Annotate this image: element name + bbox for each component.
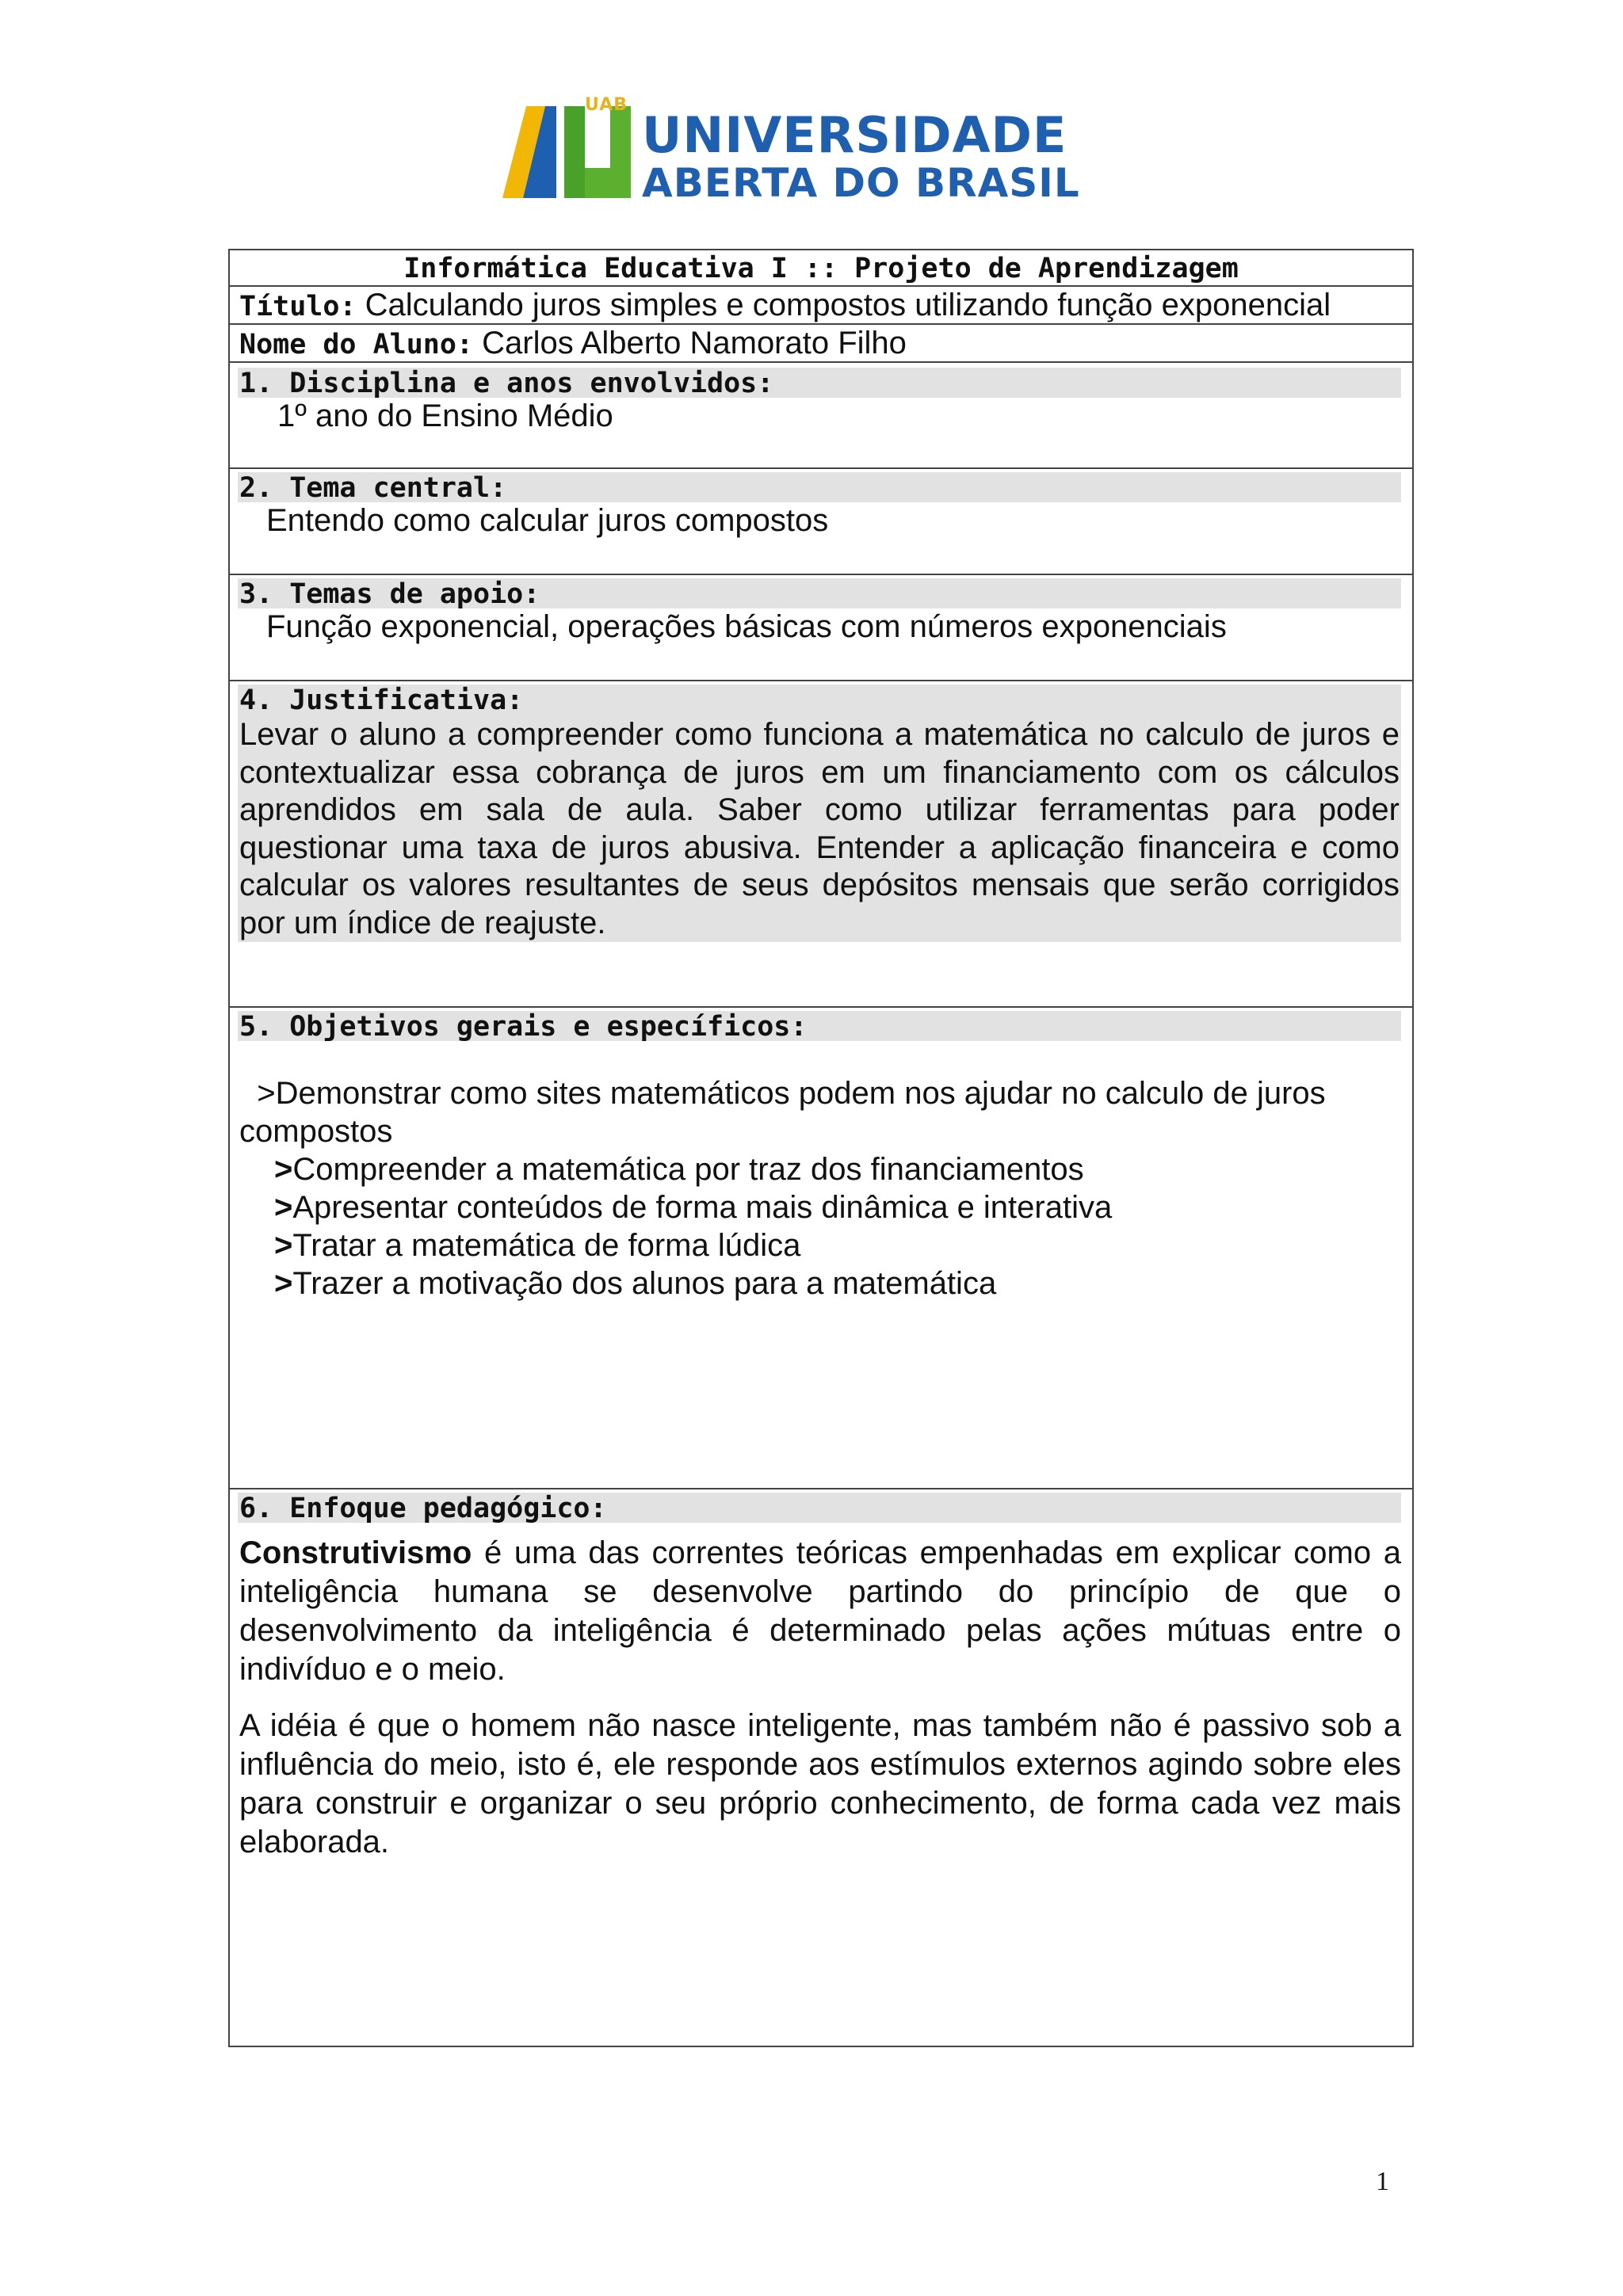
objective-item: >Trazer a motivação dos alunos para a matemática bbox=[274, 1266, 997, 1301]
section-2-text: Entendo como calcular juros compostos bbox=[266, 503, 829, 538]
objectives-list bbox=[239, 1074, 1404, 1302]
objective-marker: > bbox=[274, 1266, 293, 1301]
section-5-title: 5. Objetivos gerais e específicos: bbox=[238, 1011, 1401, 1041]
section-6 bbox=[230, 1489, 1412, 2046]
titulo-row bbox=[230, 287, 1412, 325]
section-6-text bbox=[239, 1534, 1401, 1879]
section-2 bbox=[230, 469, 1412, 575]
objective-line-1-cont: compostos bbox=[239, 1114, 393, 1149]
titulo-value: Calculando juros simples e compostos utilizando função exponencial bbox=[365, 288, 1331, 322]
section-1 bbox=[230, 363, 1412, 469]
section-6-paragraph-2: A idéia é que o homem não nasce inteligente, mas também não é passivo sob a influência do meio, isto é, ele responde aos estímulos externos agindo sobre eles para construir e organizar o seu próprio conhecimento, de forma cada vez mais elaborada. bbox=[239, 1708, 1401, 1859]
section-3-title: 3. Temas de apoio: bbox=[238, 578, 1401, 608]
section-3 bbox=[230, 575, 1412, 681]
section-1-title: 1. Disciplina e anos envolvidos: bbox=[238, 368, 1401, 398]
section-1-text: 1º ano do Ensino Médio bbox=[277, 399, 613, 433]
aluno-row bbox=[230, 325, 1412, 363]
section-4 bbox=[230, 681, 1412, 1008]
objective-marker: > bbox=[274, 1228, 293, 1263]
section-2-title: 2. Tema central: bbox=[238, 472, 1401, 502]
section-6-title: 6. Enfoque pedagógico: bbox=[238, 1493, 1401, 1523]
section-4-title: 4. Justificativa: bbox=[238, 685, 1401, 716]
objective-marker: > bbox=[274, 1190, 293, 1225]
logo-line-2: ABERTA DO BRASIL bbox=[642, 160, 1080, 206]
section-3-text: Função exponencial, operações básicas com números exponenciais bbox=[266, 609, 1227, 644]
titulo-label: Título: bbox=[239, 291, 357, 322]
logo-line-1: UNIVERSIDADE bbox=[642, 106, 1067, 164]
objective-item: >Compreender a matemática por traz dos financiamentos bbox=[274, 1152, 1084, 1187]
objective-line-1: >Demonstrar como sites matemáticos podem nos ajudar no calculo de juros bbox=[239, 1076, 1326, 1111]
objective-marker: > bbox=[274, 1152, 293, 1187]
section-6-term: Construtivismo bbox=[239, 1535, 472, 1570]
section-4-text: Levar o aluno a compreender como funciona a matemática no calculo de juros e contextualizar essa cobrança de juros em um financiamento com os cálculos aprendidos em sala de aula. Saber como utilizar ferramentas para poder questionar uma taxa de juros abusiva. Entender a aplicação financeira e como calcular os valores resultantes de seus depósitos mensais que serão corrigidos por um índice de reajuste. bbox=[238, 716, 1401, 942]
logo-uab-text: UAB bbox=[585, 95, 628, 115]
project-form bbox=[228, 249, 1414, 2047]
section-5 bbox=[230, 1008, 1412, 1489]
section-6-paragraph-1: Construtivismo é uma das correntes teóricas empenhadas em explicar como a inteligência humana se desenvolve partindo do princípio de que o desenvolvimento da inteligência é determinado pelas ações mútuas entre o indivíduo e o meio. bbox=[239, 1535, 1401, 1687]
objective-item: >Tratar a matemática de forma lúdica bbox=[274, 1228, 801, 1263]
aluno-label: Nome do Aluno: bbox=[239, 329, 474, 360]
objective-item: >Apresentar conteúdos de forma mais dinâmica e interativa bbox=[274, 1190, 1113, 1225]
page-number: 1 bbox=[1376, 2167, 1389, 2196]
aluno-value: Carlos Alberto Namorato Filho bbox=[482, 326, 907, 360]
uab-logo bbox=[491, 95, 1094, 214]
form-header: Informática Educativa I :: Projeto de Aprendizagem bbox=[230, 250, 1412, 287]
